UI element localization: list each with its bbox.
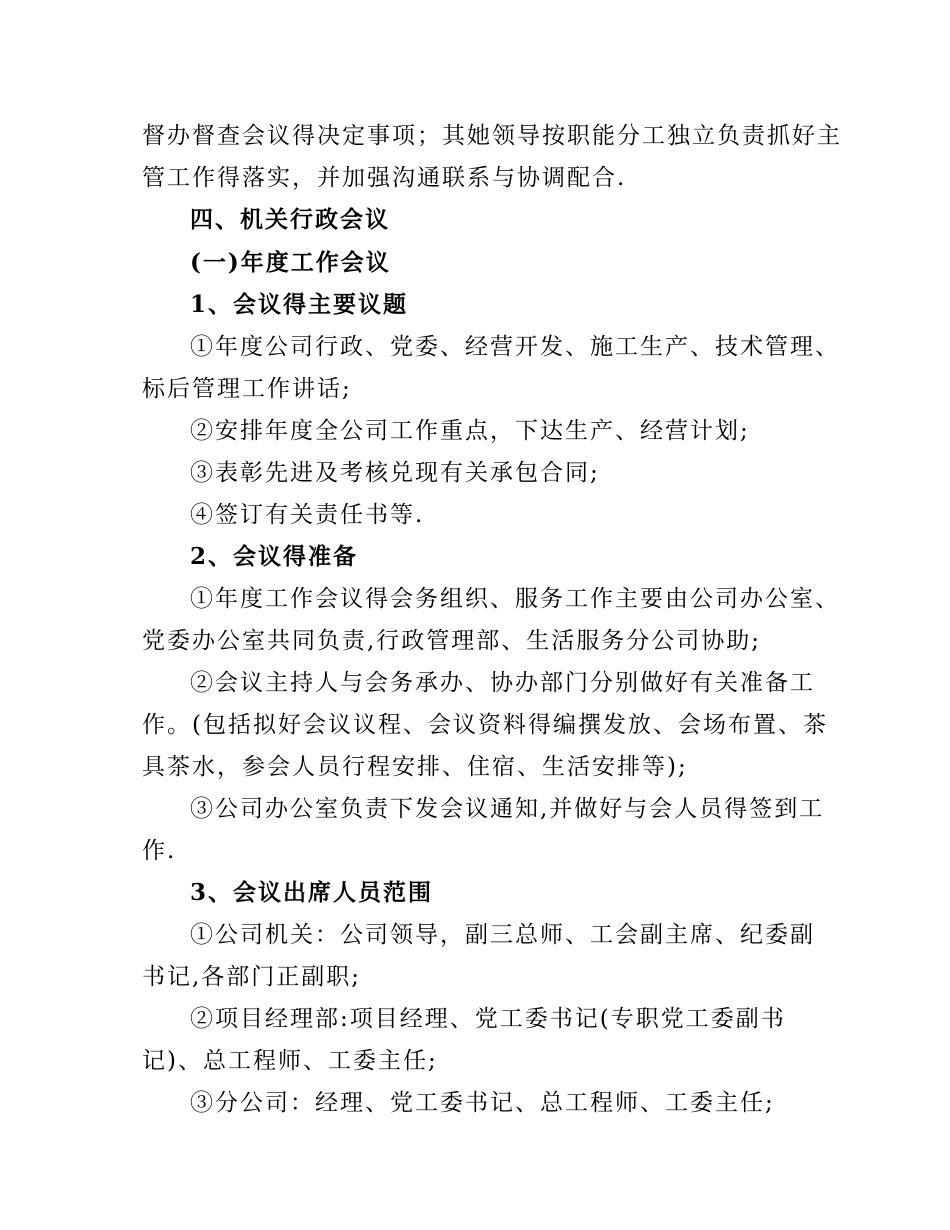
list-item: ③分公司：经理、党工委书记、总工程师、工委主任;	[190, 1090, 775, 1116]
item-heading: 2、会议得准备	[190, 543, 359, 570]
list-item-continuation: 作.	[142, 838, 177, 864]
subsection-heading: (一)年度工作会议	[190, 249, 391, 276]
section-heading: 四、机关行政会议	[190, 206, 390, 233]
list-item-continuation: 书记,各部门正副职;	[142, 964, 362, 990]
list-item: ②会议主持人与会务承办、协办部门分别做好有关准备工	[190, 670, 815, 696]
item-heading: 3、会议出席人员范围	[190, 879, 434, 906]
list-item: ①年度公司行政、党委、经营开发、施工生产、技术管理、	[190, 334, 840, 360]
list-item: ③表彰先进及考核兑现有关承包合同;	[190, 460, 600, 486]
list-item: ②项目经理部:项目经理、党工委书记(专职党工委副书	[190, 1006, 786, 1032]
list-item-continuation: 标后管理工作讲话;	[142, 376, 352, 402]
list-item: ④签订有关责任书等.	[190, 502, 425, 528]
item-heading: 1、会议得主要议题	[190, 291, 409, 318]
list-item: ②安排年度全公司工作重点，下达生产、经营计划;	[190, 418, 750, 444]
list-item-continuation: 作。(包括拟好会议议程、会议资料得编撰发放、会场布置、茶	[142, 712, 828, 738]
list-item-continuation: 记)、总工程师、工委主任;	[142, 1048, 438, 1074]
list-item: ③公司办公室负责下发会议通知,并做好与会人员得签到工	[190, 796, 825, 822]
list-item-continuation: 具茶水，参会人员行程安排、住宿、生活安排等);	[142, 754, 688, 780]
list-item-continuation: 党委办公室共同负责,行政管理部、生活服务分公司协助;	[142, 628, 762, 654]
paragraph-line: 督办督查会议得决定事项；其她领导按职能分工独立负责抓好主	[142, 123, 842, 149]
list-item: ①公司机关：公司领导，副三总师、工会副主席、纪委副	[190, 922, 815, 948]
list-item: ①年度工作会议得会务组织、服务工作主要由公司办公室、	[190, 586, 840, 612]
paragraph-line: 管工作得落实，并加强沟通联系与协调配合.	[142, 165, 627, 191]
